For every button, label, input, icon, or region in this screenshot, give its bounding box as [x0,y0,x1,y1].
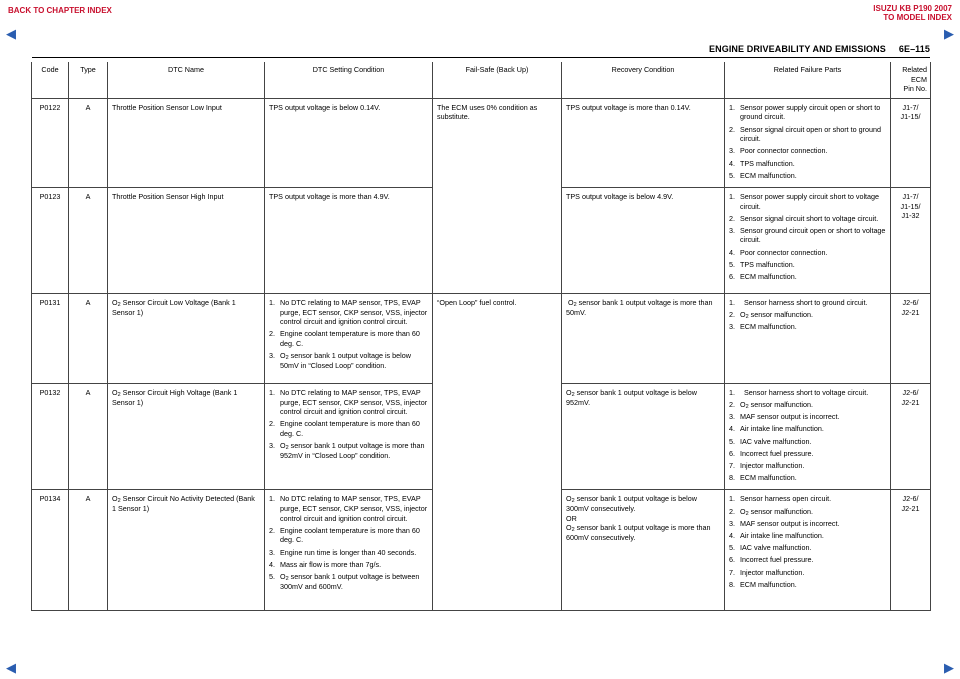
dtc-code: P0134 [32,490,69,611]
fail-safe: “Open Loop” fuel control. [433,293,562,611]
dtc-type: A [69,490,108,611]
table-header-row [32,62,931,98]
recovery-condition: TPS output voltage is below 4.9V. [562,187,725,293]
recovery-condition: $O_2$ sensor bank 1 output voltage is more than 50mV. [562,293,725,383]
model-index-link[interactable] [873,4,952,22]
model-name: ISUZU KB P190 2007 [873,4,952,13]
recovery-condition: $O_2$ sensor bank 1 output voltage is below 952mV. [562,383,725,490]
related-failure-parts: 1. Sensor harness short to voltage circuit. 2. $O_2$ sensor malfunction. 3. MAF sensor output is incorrect. 4. Air intake line malfunction. 5. IAC valve malfunction. 6. Incorrect fuel pressure. 7. Injector malfunction. 8. ECM malfunction. [725,383,891,490]
dtc-table [31,62,931,611]
related-failure-parts: 1. Sensor harness open circuit. 2. $O_2$ sensor malfunction. 3. MAF sensor output is incorrect. 4. Air intake line malfunction. 5. IAC valve malfunction. 6. Incorrect fuel pressure. 7. Injector malfunction. 8. ECM malfunction. [725,490,891,611]
dtc-code: P0131 [32,293,69,383]
to-model-index: TO MODEL INDEX [883,13,952,22]
header-code: Code [32,62,69,98]
next-page-arrow-icon[interactable]: ▶ [944,26,954,41]
ecm-pin: J1-7/ J1-15/ J1-32 [891,187,931,293]
related-failure-parts: 1. Sensor power supply circuit short to voltage circuit. 2. Sensor signal circuit short to voltage circuit. 3. Sensor ground circuit open or short to voltage circuit. 4. Poor connector connection. 5. TPS malfunction. 6. ECM malfunction. [725,187,891,293]
page-title: ENGINE DRIVEABILITY AND EMISSIONS 6E–115 [709,44,930,54]
dtc-type: A [69,187,108,293]
related-failure-parts: 1. Sensor power supply circuit open or short to ground circuit. 2. Sensor signal circuit open or short to ground circuit. 3. Poor connector connection. 4. TPS malfunction. 5. ECM malfunction. [725,98,891,187]
dtc-code: P0122 [32,98,69,187]
ecm-pin: J2-6/ J2-21 [891,293,931,383]
dtc-code: P0132 [32,383,69,490]
title-rule [32,57,930,58]
recovery-condition: $O_2$ sensor bank 1 output voltage is below 300mV consecutively. OR $O_2$ sensor bank 1 output voltage is more than 600mV consecutively. [562,490,725,611]
dtc-code: P0123 [32,187,69,293]
previous-page-arrow-icon[interactable]: ◀ [6,26,16,41]
header-setting-condition: DTC Setting Condition [265,62,433,98]
header-related-failure-parts: Related Failure Parts [725,62,891,98]
dtc-name: Throttle Position Sensor High Input [108,187,265,293]
dtc-name: $O_2$ Sensor Circuit No Activity Detected (Bank 1 Sensor 1) [108,490,265,611]
related-failure-parts: 1. Sensor harness short to ground circuit. 2. $O_2$ sensor malfunction. 3. ECM malfunction. [725,293,891,383]
setting-condition: 1. No DTC relating to MAP sensor, TPS, EVAP purge, ECT sensor, CKP sensor, VSS, injector control circuit and ignition control circuit. 2. Engine coolant temperature is more than 60 deg. C. 3. $O_2$ sensor bank 1 output voltage is below 50mV in “Closed Loop” condition. [265,293,433,383]
header-recovery-condition: Recovery Condition [562,62,725,98]
header-type: Type [69,62,108,98]
ecm-pin: J2-6/ J2-21 [891,383,931,490]
table-row [32,98,931,187]
dtc-name: $O_2$ Sensor Circuit Low Voltage (Bank 1 Sensor 1) [108,293,265,383]
fail-safe: The ECM uses 0% condition as substitute. [433,98,562,293]
setting-condition: TPS output voltage is below 0.14V. [265,98,433,187]
dtc-type: A [69,383,108,490]
dtc-name: Throttle Position Sensor Low Input [108,98,265,187]
dtc-name: $O_2$ Sensor Circuit High Voltage (Bank 1 Sensor 1) [108,383,265,490]
ecm-pin: J2-6/ J2-21 [891,490,931,611]
header-dtc-name: DTC Name [108,62,265,98]
header-fail-safe: Fail-Safe (Back Up) [433,62,562,98]
next-page-arrow-icon[interactable]: ▶ [944,660,954,675]
setting-condition: 1. No DTC relating to MAP sensor, TPS, EVAP purge, ECT sensor, CKP sensor, VSS, injector control circuit and ignition control circuit. 2. Engine coolant temperature is more than 60 deg. C. 3. Engine run time is longer than 40 seconds. 4. Mass air flow is more than 7g/s. 5. $O_2$ sensor bank 1 output voltage is between 300mV and 600mV. [265,490,433,611]
back-to-chapter-index-link[interactable]: BACK TO CHAPTER INDEX [8,6,112,15]
table-row [32,293,931,383]
setting-condition: TPS output voltage is more than 4.9V. [265,187,433,293]
recovery-condition: TPS output voltage is more than 0.14V. [562,98,725,187]
setting-condition: 1. No DTC relating to MAP sensor, TPS, EVAP purge, ECT sensor, CKP sensor, VSS, injector control circuit and ignition control circuit. 2. Engine coolant temperature is more than 60 deg. C. 3. $O_2$ sensor bank 1 output voltage is more than 952mV in “Closed Loop” condition. [265,383,433,490]
dtc-type: A [69,293,108,383]
ecm-pin: J1-7/ J1-15/ [891,98,931,187]
previous-page-arrow-icon[interactable]: ◀ [6,660,16,675]
dtc-type: A [69,98,108,187]
header-ecm-pin: Related ECM Pin No. [891,62,931,98]
